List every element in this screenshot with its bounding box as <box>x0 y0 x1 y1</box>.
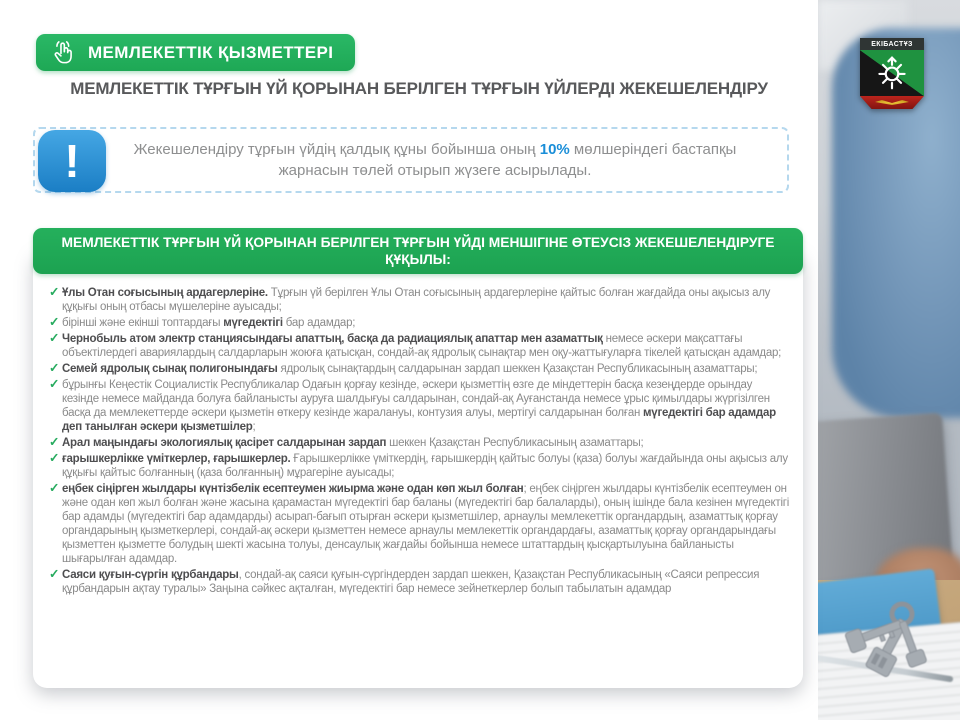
checkmark-icon: ✓ <box>49 361 60 376</box>
notice-box <box>33 127 789 193</box>
services-badge <box>36 34 355 71</box>
list-item <box>49 316 789 330</box>
list-item <box>49 568 789 596</box>
list-item <box>49 286 789 314</box>
keys-icon <box>840 596 950 696</box>
list-item <box>49 436 789 450</box>
emblem-eagle-icon <box>875 100 909 105</box>
list-item-text: Чернобыль атом электр станциясындағы апаттың, басқа да радиациялық апаттар мен азаматтық немесе әскери мақсаттағы объектілердегі авариялардың салдарларын жоюға қатысқан, сондай-ақ ядролық сынақтар мен оқу-жаттығуларға тікелей қатысқан адамдар; <box>62 333 782 360</box>
checkmark-icon: ✓ <box>49 481 60 496</box>
notice-highlight: 10% <box>539 141 570 158</box>
list-item <box>49 482 789 566</box>
list-item <box>49 332 789 360</box>
tap-hand-icon <box>50 39 77 66</box>
checkmark-icon: ✓ <box>49 377 60 392</box>
list-item-text: Семей ядролық сынақ полигонындағы ядролық сынақтардың салдарынан зардап шеккен Қазақстан Республикасының азаматтары; <box>62 363 758 376</box>
city-emblem <box>860 38 924 109</box>
emblem-base <box>860 96 924 109</box>
list-item <box>49 378 789 434</box>
list-item-text: Саяси қуғын-сүргін құрбандары, сондай-ақ саяси қуғын-сүргіндерден зардап шеккен, Қазақстан Республикасының «Саяси репрессия құрбандарын ақтау туралы» Заңына сәйкес ақталған, мүгедектігі бар немесе зейнеткерлер болып табылатын адамдар <box>62 569 760 596</box>
checkmark-icon: ✓ <box>49 567 60 582</box>
rights-list <box>49 286 789 596</box>
emblem-city-name: ЕКІБАСТҰЗ <box>860 38 924 50</box>
checkmark-icon: ✓ <box>49 451 60 466</box>
list-item-text: бірінші және екінші топтардағы мүгедектігі бар адамдар; <box>62 317 356 330</box>
emblem-ornament-icon <box>874 55 910 91</box>
checkmark-icon: ✓ <box>49 331 60 346</box>
photo-strip <box>818 0 960 720</box>
list-item-text: Арал маңындағы экологиялық қасірет салдарынан зардап шеккен Қазақстан Республикасының азаматтары; <box>62 437 644 450</box>
notice-text-before: Жекешелендіру тұрғын үйдің қалдық құны бойынша оның <box>133 141 540 158</box>
rights-header: МЕМЛЕКЕТТІК ТҰРҒЫН ҮЙ ҚОРЫНАН БЕРІЛГЕН ТҰРҒЫН ҮЙДІ МЕНШІГІНЕ ӨТЕУСІЗ ЖЕКЕШЕЛЕНДІРУГЕ ҚҰҚЫЛЫ: <box>33 228 803 274</box>
rights-card <box>33 250 803 688</box>
list-item <box>49 452 789 480</box>
checkmark-icon: ✓ <box>49 285 60 299</box>
list-item-text: еңбек сіңірген жылдары күнтізбелік есептеумен жиырма және одан көп жыл болған; еңбек сіңірген жылдары күнтізбелік есептеумен он және одан көп жыл болған және жасына қарамастан мүгедектігі бар баланы (мүгедектігі бар балаларды), оның ішінде бала кезінен мүгедектігі бар адамды (мүгедектігі бар адамдарды) асырап-бағып отырған әскери қызметшілер, арнаулы мемлекеттік органдардың, азаматтық қорғау органдарының қызметкерлері, сондай-ақ әскери қызметтен немесе арнаулы мемлекеттік органдардағы, азаматтық қорғау органдарындағы қызметтен қызметте болудың шекті жасына толуы, денсаулық жағдайы бойынша немесе штаттардың қысқартылуына байланысты шығарылған адамдар. <box>62 483 789 566</box>
checkmark-icon: ✓ <box>49 315 60 330</box>
notice-text <box>35 139 787 181</box>
checkmark-icon: ✓ <box>49 435 60 450</box>
page-title: МЕМЛЕКЕТТІК ТҰРҒЫН ҮЙ ҚОРЫНАН БЕРІЛГЕН ТҰРҒЫН ҮЙЛЕРДІ ЖЕКЕШЕЛЕНДІРУ <box>70 79 768 98</box>
list-item <box>49 362 789 376</box>
notice-text-after: мөлшеріндегі бастапқы жарнасын төлей отырып жүзеге асырылады. <box>278 141 737 179</box>
list-item-text: бұрынғы Кеңестік Социалистік Республикалар Одағын қорғау кезінде, әскери қызметтің өзге де міндеттерін басқа кезеңдерде орындау кезінде немесе майданда болуға байланысты ауруға шалдығуы салдарынан, сондай-ақ Ауғанстанда немесе ұрыс қимылдары жүргізілген басқа да мемлекеттерде әскери қызметін өткеру кезінде жаралануы, контузия алуы, мертігуі салдарынан болған мүгедектігі бар адамдар деп танылған әскери қызметшілер; <box>62 379 776 434</box>
emblem-shield <box>860 50 924 96</box>
list-item-text: Ұлы Отан соғысының ардагерлеріне. Тұрғын үй берілген Ұлы Отан соғысының ардагерлеріне қайтыс болған жағдайда оны ақысыз алу құқығы оның отбасы мүшелеріне ауысады; <box>62 287 771 314</box>
exclamation-icon: ! <box>38 130 106 192</box>
list-item-text: ғарышкерлікке үміткерлер, ғарышкерлер. Ғарышкерлікке үміткердің, ғарышкердің қайтыс болуы (қаза) болуы жағдайында оны ақысыз алу құқығы қайтыс болғанның (қаза болғанның) мұрагеріне ауысады; <box>62 453 788 480</box>
badge-label: МЕМЛЕКЕТТІК ҚЫЗМЕТТЕРІ <box>88 42 334 62</box>
